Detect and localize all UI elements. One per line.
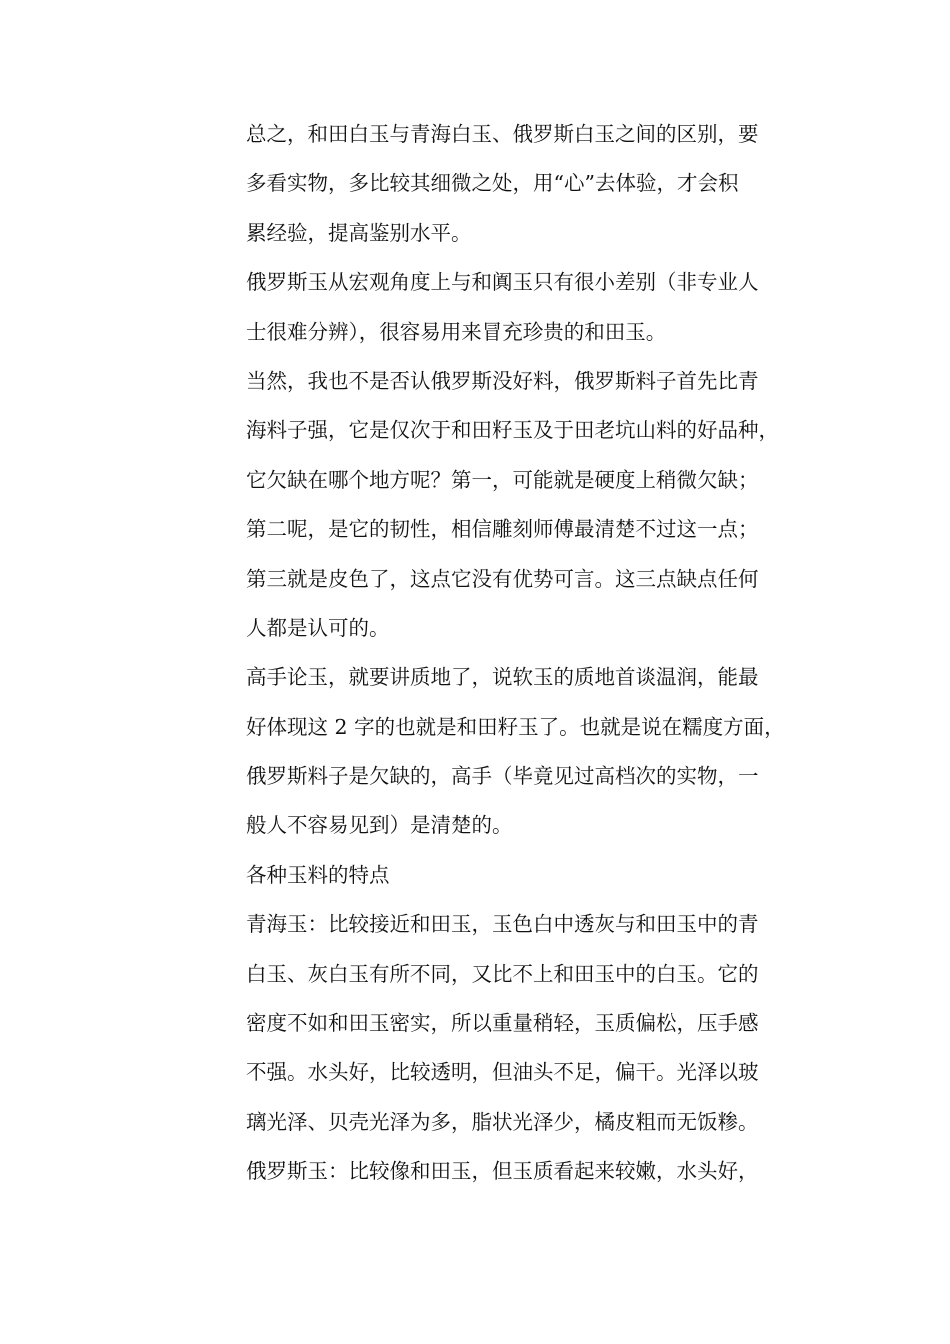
text-line: 它欠缺在哪个地方呢？第一，可能就是硬度上稍微欠缺；	[246, 467, 759, 492]
text-line: 青海玉：比较接近和田玉，玉色白中透灰与和田玉中的青	[246, 912, 759, 937]
text-line: 璃光泽、贝壳光泽为多，脂状光泽少，橘皮粗而无饭糁。	[246, 1109, 759, 1134]
text-line: 好体现这 2 字的也就是和田籽玉了。也就是说在糯度方面，	[246, 714, 785, 739]
paragraph-qinghai-jade	[246, 900, 806, 1147]
text-line: 俄罗斯料子是欠缺的，高手（毕竟见过高档次的实物，一	[246, 764, 759, 789]
document-body	[246, 110, 806, 1197]
text-line: 不强。水头好，比较透明，但油头不足，偏干。光泽以玻	[246, 1060, 759, 1085]
text-line: 般人不容易见到）是清楚的。	[246, 813, 513, 838]
paragraph-russian-jade-shortcomings	[246, 357, 806, 653]
text-line: 俄罗斯玉：比较像和田玉，但玉质看起来较嫩，水头好，	[246, 1159, 759, 1184]
paragraph-jade-difference-summary	[246, 110, 806, 258]
text-line: 总之，和田白玉与青海白玉、俄罗斯白玉之间的区别，要	[246, 122, 759, 146]
text-line: 累经验，提高鉴别水平。	[246, 220, 472, 245]
text-line: 海料子强，它是仅次于和田籽玉及于田老坑山料的好品种，	[246, 418, 779, 443]
text-line: 密度不如和田玉密实，所以重量稍轻，玉质偏松，压手感	[246, 1011, 759, 1036]
paragraph-expert-on-texture	[246, 653, 806, 851]
paragraph-russian-jade	[246, 1147, 806, 1196]
paragraph-russian-jade-similarity	[246, 258, 806, 357]
text-line: 白玉、灰白玉有所不同，又比不上和田玉中的白玉。它的	[246, 961, 759, 986]
text-line: 人都是认可的。	[246, 615, 390, 640]
text-line: 当然，我也不是否认俄罗斯没好料，俄罗斯料子首先比青	[246, 368, 759, 393]
text-line: 多看实物，多比较其细微之处，用“心”去体验，才会积	[246, 171, 739, 196]
section-heading-jade-characteristics	[246, 851, 806, 900]
text-line: 高手论玉，就要讲质地了，说软玉的质地首谈温润，能最	[246, 665, 759, 690]
text-line: 第二呢，是它的韧性，相信雕刻师傅最清楚不过这一点；	[246, 517, 759, 542]
text-line: 俄罗斯玉从宏观角度上与和阗玉只有很小差别（非专业人	[246, 270, 759, 295]
text-line: 各种玉料的特点	[246, 862, 390, 887]
text-line: 士很难分辨），很容易用来冒充珍贵的和田玉。	[246, 319, 667, 344]
text-line: 第三就是皮色了，这点它没有优势可言。这三点缺点任何	[246, 566, 759, 591]
